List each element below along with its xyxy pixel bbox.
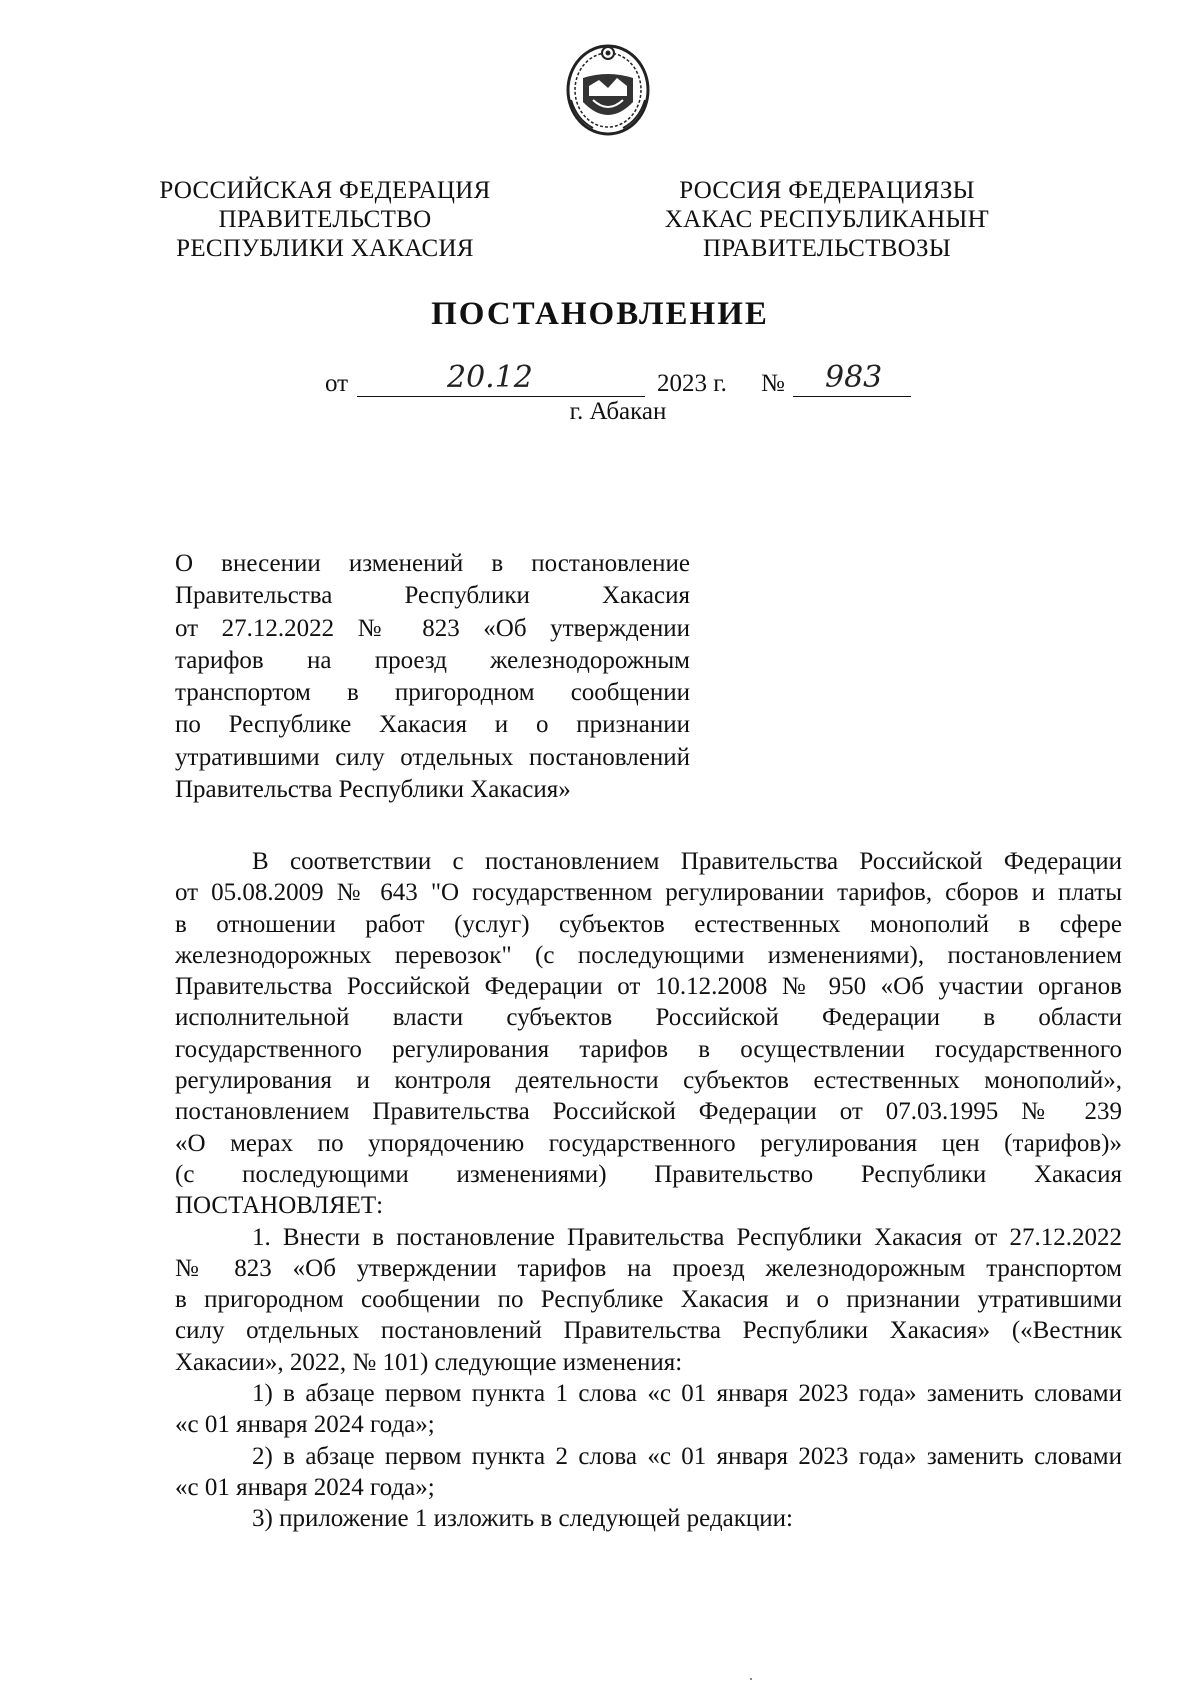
- coat-of-arms-emblem: [563, 40, 653, 138]
- body-line: железнодорожных перевозок" (с последующими изменениями), постановлением: [175, 941, 1122, 969]
- body-line: исполнительной власти субъектов Российской Федерации в области: [175, 1004, 1122, 1032]
- body-line: ПОСТАНОВЛЯЕТ:: [175, 1192, 384, 1220]
- subject-line: Правительства Республики Хакасия»: [175, 776, 571, 804]
- scan-speck: [750, 1678, 752, 1680]
- body-line: постановлением Правительства Российской Федерации от 07.03.1995 № 239: [175, 1098, 1122, 1126]
- city-name: г. Абакан: [569, 398, 667, 425]
- subject-line: тарифов на проезд железнодорожным: [175, 646, 690, 674]
- body-line: от 05.08.2009 № 643 "О государственном регулировании тарифов, сборов и платы: [175, 879, 1122, 907]
- body-line: силу отдельных постановлений Правительства Республики Хакасия» («Вестник: [175, 1317, 1122, 1345]
- coat-of-arms-icon: [563, 40, 653, 138]
- header-right-line: РОССИЯ ФЕДЕРАЦИЯЗЫ: [679, 177, 975, 204]
- header-left-line: ПРАВИТЕЛЬСТВО: [218, 206, 432, 233]
- subject-line: О внесении изменений в постановление: [175, 550, 690, 577]
- body-line: 1) в абзаце первом пункта 1 слова «с 01 января 2023 года» заменить словами: [252, 1380, 1122, 1408]
- body-line: «с 01 января 2024 года»;: [175, 1411, 435, 1439]
- header-left-line: РОССИЙСКАЯ ФЕДЕРАЦИЯ: [159, 177, 491, 204]
- body-line: Хакасии», 2022, № 101) следующие изменения:: [175, 1348, 683, 1376]
- header-left-line: РЕСПУБЛИКИ ХАКАСИЯ: [176, 235, 474, 262]
- body-line: 1. Внести в постановление Правительства Республики Хакасия от 27.12.2022: [252, 1223, 1122, 1251]
- subject-block: [175, 548, 690, 806]
- handwritten-number: 983: [825, 360, 883, 395]
- body-line: государственного регулирования тарифов в осуществлении государственного: [175, 1035, 1122, 1063]
- subject-line: Правительства Республики Хакасия: [175, 582, 690, 610]
- document-title: ПОСТАНОВЛЕНИЕ: [431, 296, 769, 332]
- year-label: 2023 г.: [657, 370, 727, 397]
- body-line: № 823 «Об утверждении тарифов на проезд железнодорожным транспортом: [175, 1254, 1122, 1282]
- handwritten-date: 20.12: [447, 360, 533, 395]
- header-right: [637, 176, 1017, 263]
- body-line: «О мерах по упорядочению государственного регулирования цен (тарифов)»: [175, 1129, 1122, 1157]
- body-text: [175, 846, 1122, 1535]
- body-line: в отношении работ (услуг) субъектов естественных монополий в сфере: [175, 910, 1122, 938]
- number-label: №: [761, 370, 785, 397]
- body-line: в пригородном сообщении по Республике Хакасия и о признании утратившими: [175, 1286, 1122, 1314]
- body-line: (с последующими изменениями) Правительство Республики Хакасия: [175, 1160, 1122, 1188]
- subject-line: по Республике Хакасия и о признании: [175, 711, 690, 739]
- body-line: В соответствии с постановлением Правительства Российской Федерации: [252, 848, 1122, 875]
- header-right-line: ХАКАС РЕСПУБЛИКАНЫҤ: [664, 206, 990, 233]
- header-left: [135, 176, 515, 263]
- city-line: [0, 398, 1200, 426]
- body-line: 2) в абзаце первом пункта 2 слова «с 01 января 2023 года» заменить словами: [252, 1442, 1122, 1470]
- header-right-line: ПРАВИТЕЛЬСТВОЗЫ: [703, 235, 951, 262]
- body-line: «с 01 января 2024 года»;: [175, 1473, 435, 1501]
- body-line: Правительства Российской Федерации от 10.12.2008 № 950 «Об участии органов: [175, 973, 1122, 1001]
- from-label: от: [325, 370, 349, 397]
- subject-line: утратившими силу отдельных постановлений: [175, 743, 690, 771]
- subject-line: транспортом в пригородном сообщении: [175, 679, 690, 707]
- subject-line: от 27.12.2022 № 823 «Об утверждении: [175, 614, 690, 642]
- body-line: 3) приложение 1 изложить в следующей редакции:: [252, 1505, 793, 1533]
- body-line: регулирования и контроля деятельности субъектов естественных монополий»,: [175, 1067, 1122, 1095]
